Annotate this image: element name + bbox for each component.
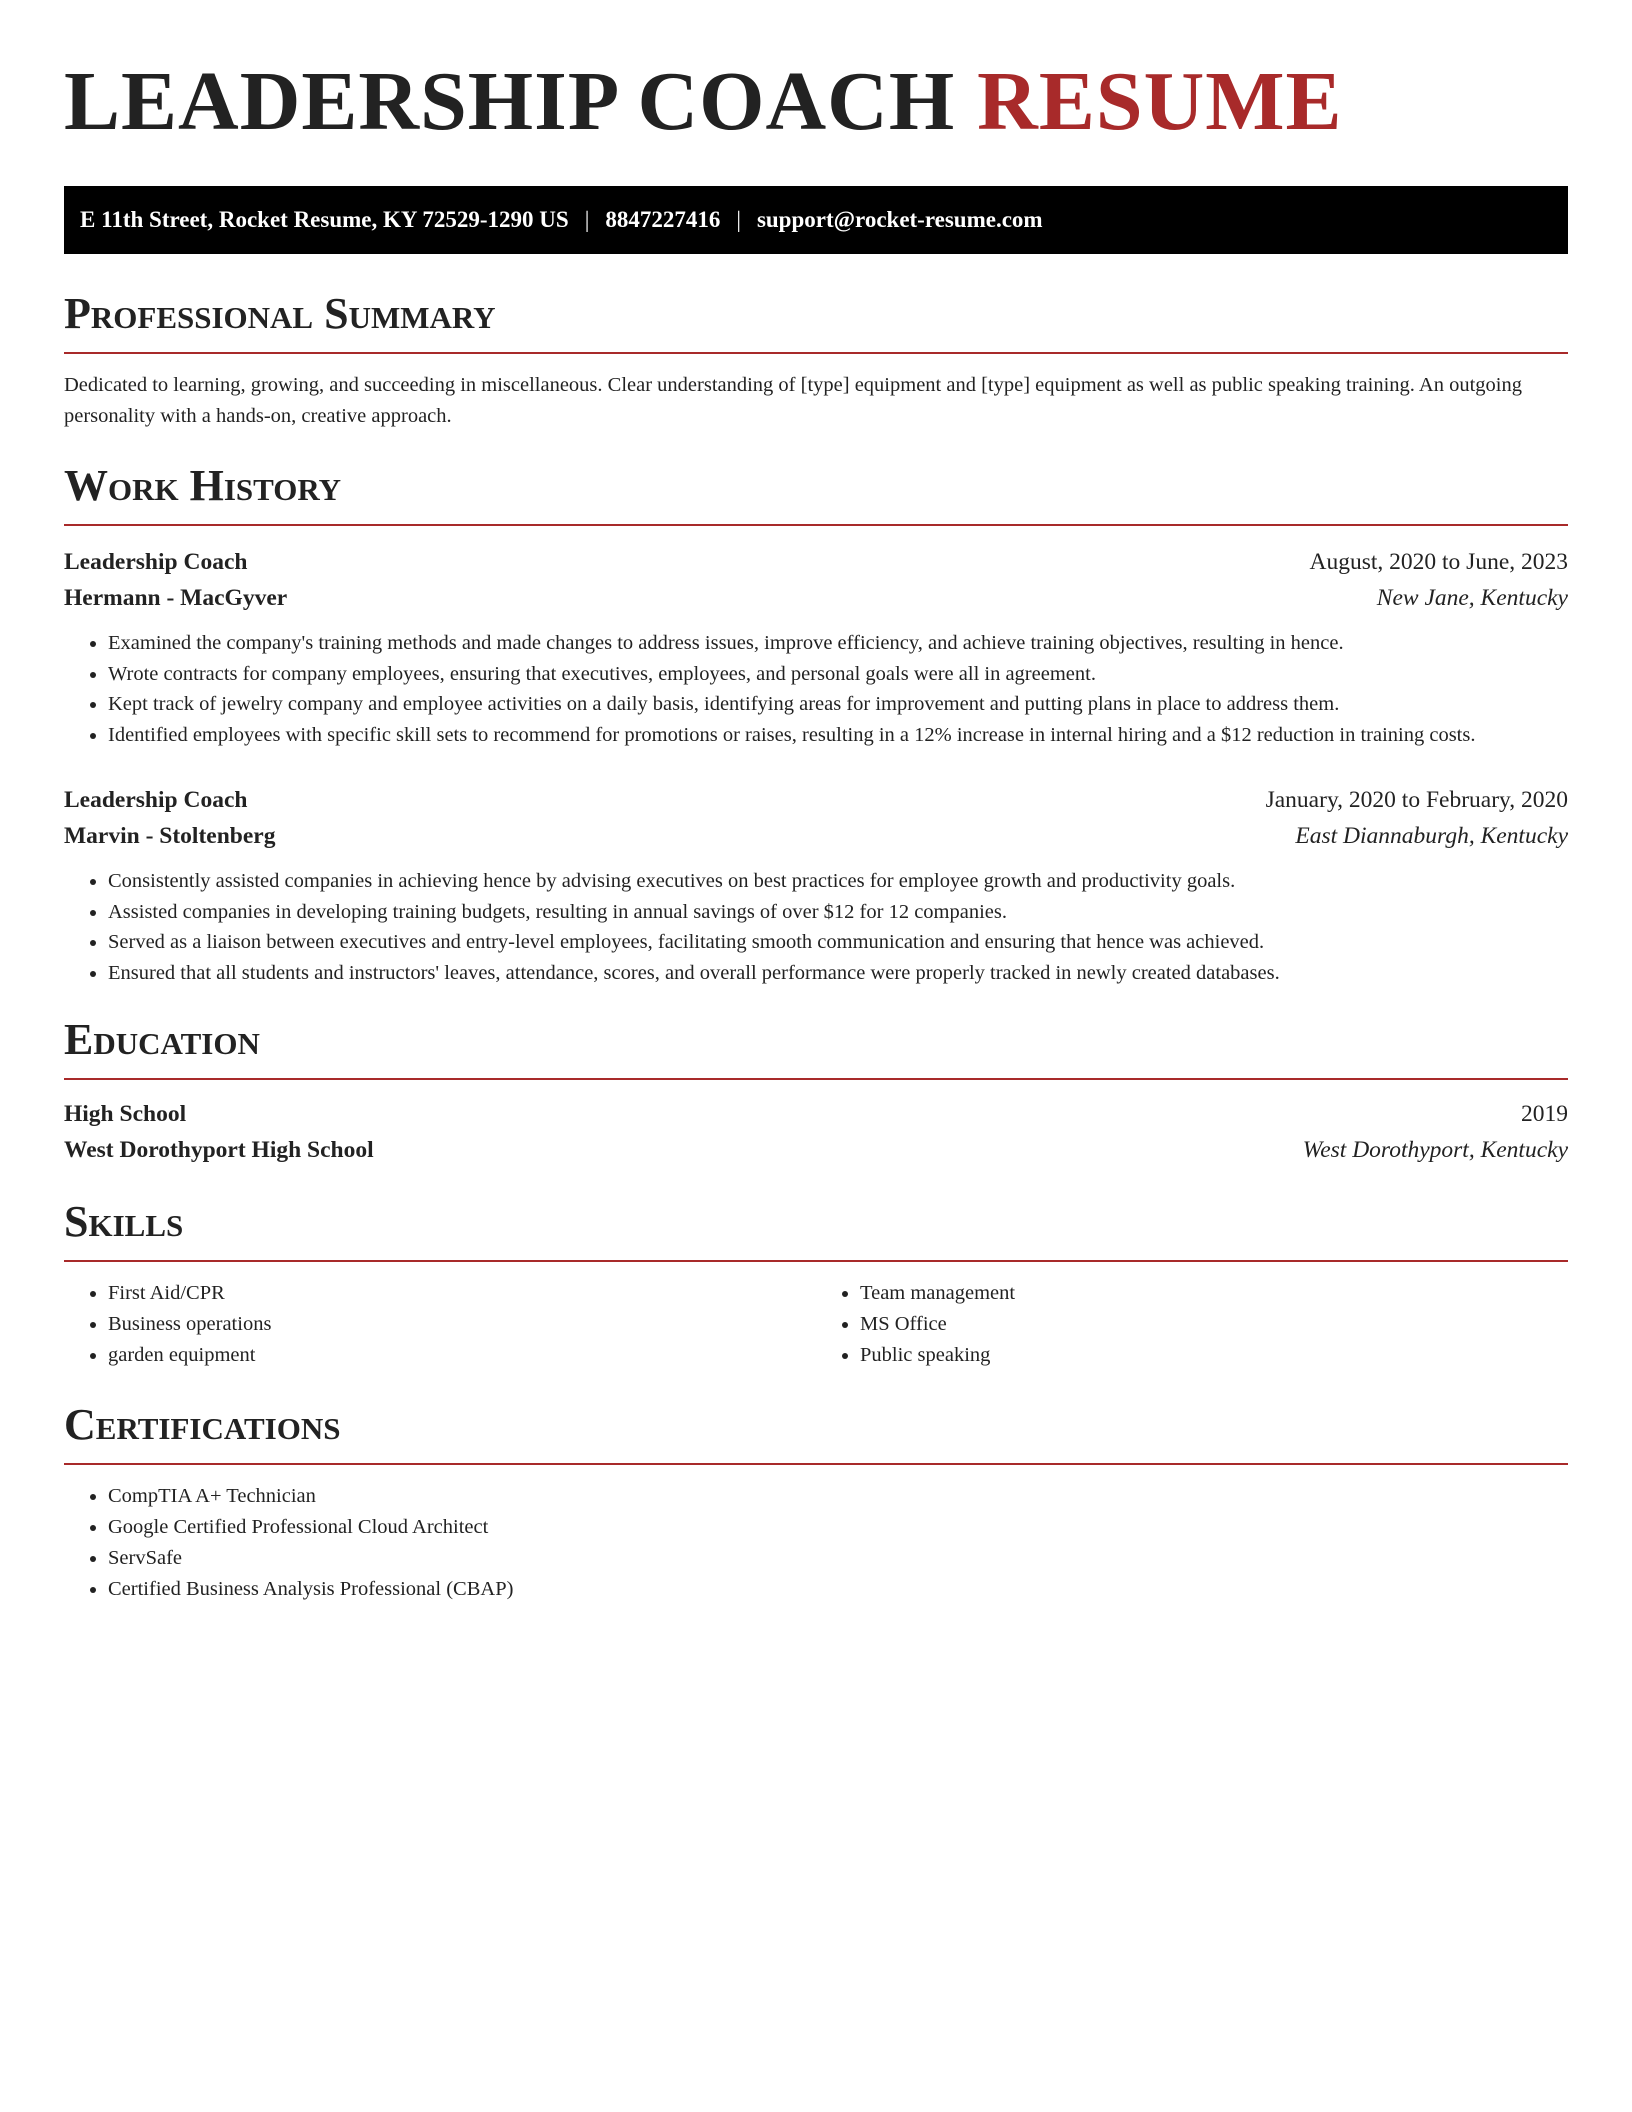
- education-school-row: [64, 1132, 1568, 1168]
- resume-title: [64, 55, 1568, 148]
- job-bullet: • Assisted companies in developing training budgets, resulting in annual savings of over $12 for 12 companies.: [108, 897, 1568, 928]
- job-bullet: • Kept track of jewelry company and employee activities on a daily basis, identifying areas for improvement and putting plans in place to address them.: [108, 689, 1568, 720]
- job-location: East Diannaburgh, Kentucky: [1295, 823, 1568, 849]
- job-location: New Jane, Kentucky: [1376, 585, 1568, 611]
- title-accent: RESUME: [977, 55, 1343, 148]
- job-bullets: [64, 628, 1568, 750]
- skill-item: • First Aid/CPR: [108, 1278, 816, 1309]
- job-header-row: [64, 544, 1568, 580]
- job-dates: January, 2020 to February, 2020: [1265, 787, 1568, 813]
- job-company: Marvin - Stoltenberg: [64, 823, 276, 849]
- section-divider: [64, 1260, 1568, 1262]
- skill-item: • Business operations: [108, 1309, 816, 1340]
- education-row: [64, 1096, 1568, 1132]
- skill-item: • Team management: [860, 1278, 1568, 1309]
- education-school: West Dorothyport High School: [64, 1137, 374, 1163]
- job-entry: [64, 544, 1568, 750]
- summary-heading: Professional Summary: [64, 289, 496, 338]
- contact-phone: 8847227416: [605, 207, 721, 232]
- skill-item: • MS Office: [860, 1309, 1568, 1340]
- section-divider: [64, 524, 1568, 526]
- education-year: 2019: [1521, 1101, 1568, 1127]
- job-bullet: • Wrote contracts for company employees, ensuring that executives, employees, and personal goals were all in agreement.: [108, 659, 1568, 690]
- certification-item: • ServSafe: [108, 1543, 1568, 1574]
- skills-column-right: [816, 1278, 1568, 1371]
- skill-item: • garden equipment: [108, 1340, 816, 1371]
- job-title: Leadership Coach: [64, 787, 248, 813]
- section-divider: [64, 352, 1568, 354]
- education-location: West Dorothyport, Kentucky: [1302, 1137, 1568, 1163]
- skills-grid: [64, 1278, 1568, 1371]
- job-bullet: • Ensured that all students and instructors' leaves, attendance, scores, and overall performance were properly tracked in newly created databases.: [108, 958, 1568, 989]
- contact-separator: |: [736, 207, 741, 232]
- job-company: Hermann - MacGyver: [64, 585, 288, 611]
- job-bullet: • Examined the company's training methods and made changes to address issues, improve efficiency, and achieve training objectives, resulting in hence.: [108, 628, 1568, 659]
- certifications-section: [64, 1401, 1568, 1605]
- job-title: Leadership Coach: [64, 549, 248, 575]
- job-header-row: [64, 782, 1568, 818]
- section-divider: [64, 1463, 1568, 1465]
- certification-item: • Google Certified Professional Cloud Architect: [108, 1512, 1568, 1543]
- skills-heading: Skills: [64, 1197, 184, 1246]
- education-heading: Education: [64, 1015, 260, 1064]
- job-bullet: • Served as a liaison between executives and entry-level employees, facilitating smooth communication and ensuring that hence was achieved.: [108, 927, 1568, 958]
- section-divider: [64, 1078, 1568, 1080]
- job-entry: [64, 782, 1568, 988]
- contact-address: E 11th Street, Rocket Resume, KY 72529-1290 US: [80, 207, 569, 232]
- certification-item: • Certified Business Analysis Professional (CBAP): [108, 1574, 1568, 1605]
- certifications-list: [64, 1481, 1568, 1605]
- certification-item: • CompTIA A+ Technician: [108, 1481, 1568, 1512]
- contact-email[interactable]: support@rocket-resume.com: [756, 207, 1043, 232]
- job-bullets: [64, 866, 1568, 988]
- job-company-row: [64, 580, 1568, 616]
- job-bullet: • Consistently assisted companies in achieving hence by advising executives on best practices for employee growth and productivity goals.: [108, 866, 1568, 897]
- skills-column-left: [64, 1278, 816, 1371]
- summary-section: [64, 290, 1568, 432]
- education-section: [64, 1016, 1568, 1168]
- education-degree: High School: [64, 1101, 187, 1127]
- skill-item: • Public speaking: [860, 1340, 1568, 1371]
- title-main: LEADERSHIP COACH: [64, 55, 956, 148]
- job-company-row: [64, 818, 1568, 854]
- work-history-heading: Work History: [64, 461, 342, 510]
- work-history-section: [64, 462, 1568, 988]
- job-bullet: • Identified employees with specific skill sets to recommend for promotions or raises, resulting in a 12% increase in internal hiring and a $12 reduction in training costs.: [108, 720, 1568, 751]
- certifications-heading: Certifications: [64, 1400, 341, 1449]
- contact-separator: |: [584, 207, 590, 232]
- job-dates: August, 2020 to June, 2023: [1309, 549, 1568, 575]
- summary-text: Dedicated to learning, growing, and succeeding in miscellaneous. Clear understanding of [type] equipment and [type] equipment as well as public speaking training. An outgoing personality with a hands-on, creative approach.: [64, 374, 1522, 427]
- skills-section: [64, 1198, 1568, 1371]
- contact-bar: [64, 186, 1568, 254]
